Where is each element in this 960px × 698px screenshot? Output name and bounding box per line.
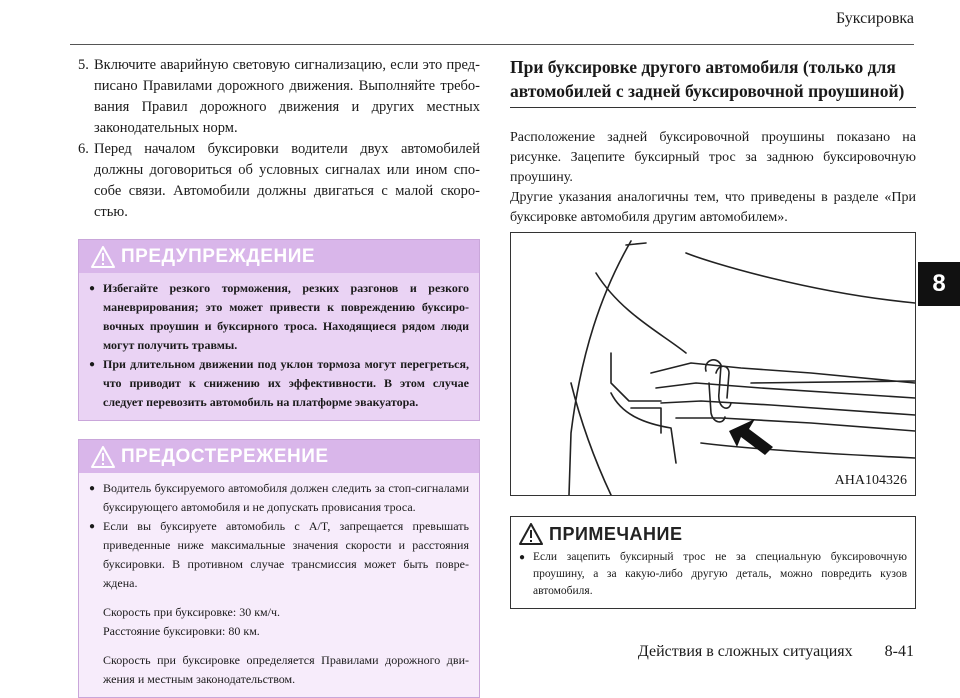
caution-header: [79, 440, 479, 473]
towing-speed: Скорость при буксировке: 30 км/ч.: [103, 605, 280, 619]
step-text: Перед началом буксировки водители двух автомобилей должны договориться об условных сигналах или ином способе связи. Автомобили должны двигаться с малой скоростью.: [94, 141, 480, 220]
warning-triangle-icon: [91, 246, 115, 268]
caution-item-text: Водитель буксируемого автомобиля должен следить за стоп-сигналами буксирующего автомобиля и не допускать провисания троса.: [103, 481, 469, 514]
warning-item: [89, 355, 469, 412]
note-item: [519, 549, 907, 600]
tow-hook-illustration: [510, 232, 916, 496]
left-column: [78, 55, 480, 698]
bullet-icon: ●: [89, 359, 96, 370]
note-item-text: Если зацепить буксирный трос не за специальную буксировочную проушину, а за какую-либо другую деталь, можно повредить кузов автомобиля.: [533, 551, 907, 597]
step-item: [78, 55, 480, 139]
warning-body: [79, 273, 479, 420]
speed-rule: Скорость при буксировке определяется Правилами дорожного движения и местным законодательством.: [103, 653, 469, 686]
note-body: [511, 547, 915, 608]
note-triangle-icon: [519, 523, 543, 545]
step-number: 6.: [78, 141, 89, 157]
bullet-icon: ●: [89, 521, 96, 532]
caution-item-text: Если вы буксируете автомобиль с A/T, запрещается превышать приведенные ниже максимальные значения скорости и расстояния буксировки. В противном случае трансмиссия может быть повреждена.: [103, 519, 469, 590]
warning-title: ПРЕДУПРЕЖДЕНИЕ: [121, 246, 316, 267]
warning-item-text: При длительном движении под уклон тормоза могут перегреться, что приводит к снижению их эффективности. В этом случае следует перевозить автомобиль на платформе эвакуатора.: [103, 357, 469, 409]
section-title: При буксировке другого автомобиля (только для автомобилей с задней буксировочной проушиной): [510, 57, 905, 101]
paragraph: Расположение задней буксировочной проушины показано на рисунке. Зацепите буксирный трос за заднюю буксировочную проушину.: [510, 130, 916, 185]
warning-item: [89, 279, 469, 355]
section-divider: [510, 107, 916, 108]
step-text: Включите аварийную световую сигнализацию, если это предписано Правилами дорожного движения. Выполняйте требования Правил дорожного движения и других местных законодательных норм.: [94, 57, 480, 136]
warning-header: [79, 240, 479, 273]
rear-bumper-drawing: [511, 233, 915, 495]
step-list: [78, 55, 480, 223]
caution-box: [78, 439, 480, 698]
page-number: 8-41: [884, 643, 914, 660]
chapter-tab: 8: [918, 262, 960, 306]
bullet-icon: ●: [89, 483, 96, 494]
caution-triangle-icon: [91, 446, 115, 468]
note-title: ПРИМЕЧАНИЕ: [549, 523, 683, 544]
caution-item: [89, 479, 469, 517]
figure-code: AHA104326: [834, 473, 907, 488]
step-number: 5.: [78, 57, 89, 73]
warning-item-text: Избегайте резкого торможения, резких разгонов и резкого маневрирования; это может привести к повреждению буксировочных проушин и буксирного троса. Находящиеся рядом люди могут получить травмы.: [103, 281, 469, 352]
right-column: [510, 55, 916, 228]
chapter-name: Действия в сложных ситуациях: [637, 643, 853, 660]
running-header: Буксировка: [835, 10, 914, 27]
note-box: [510, 516, 916, 609]
note-header: [511, 517, 915, 547]
paragraph: Другие указания аналогичны тем, что приведены в разделе «При буксировке автомобиля другим автомобилем».: [510, 190, 916, 225]
warning-box: [78, 239, 480, 421]
caution-body: [79, 473, 479, 697]
bullet-icon: ●: [519, 552, 526, 563]
page-footer: [638, 643, 914, 661]
step-item: [78, 139, 480, 223]
bullet-icon: ●: [89, 283, 96, 294]
header-divider: [70, 44, 914, 45]
towing-distance: Расстояние буксировки: 80 км.: [103, 624, 260, 638]
caution-title: ПРЕДОСТЕРЕЖЕНИЕ: [121, 446, 329, 467]
caution-item: [89, 517, 469, 593]
